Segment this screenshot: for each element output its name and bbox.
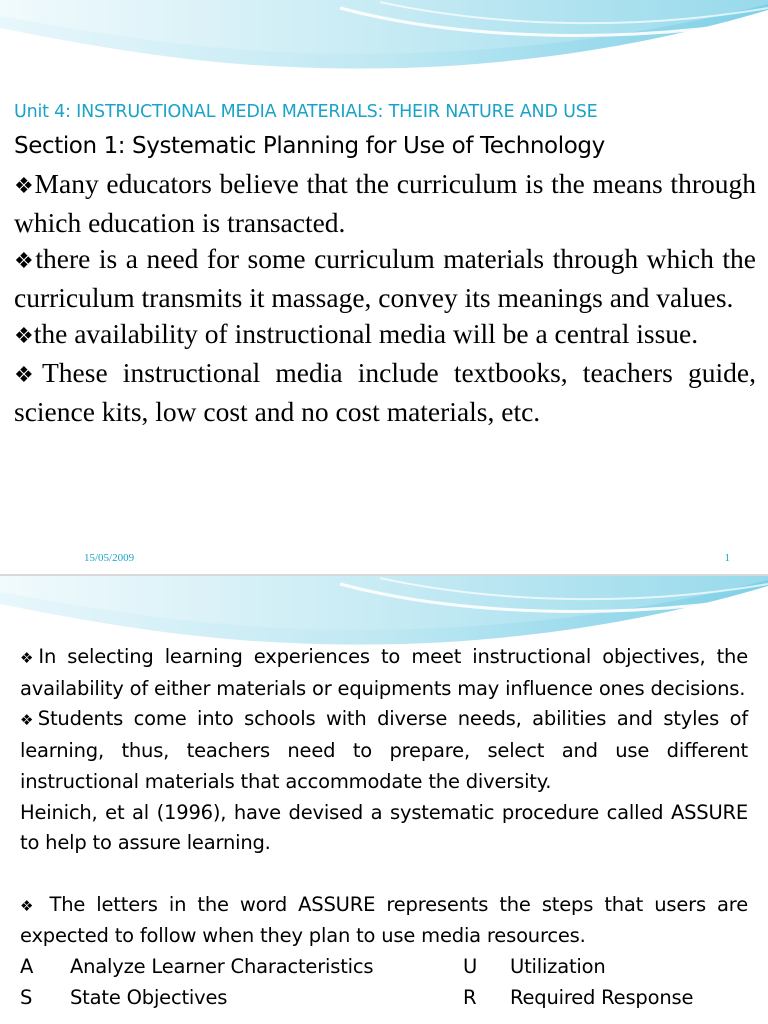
slide-2	[0, 576, 768, 1024]
list-item: ❖Students come into schools with diverse needs, abilities and styles of learning, thus, teachers need to prepare, select and use different instructional materials that accommodate the diversity.	[20, 707, 749, 793]
page-number: 1	[724, 552, 730, 564]
diamond-bullet-icon: ❖	[14, 174, 35, 199]
diamond-bullet-icon: ❖	[20, 711, 38, 730]
content-body	[20, 642, 748, 1013]
assure-letter: U	[463, 955, 478, 979]
section-heading: Section 1: Systematic Planning for Use of Technology	[14, 133, 605, 159]
diamond-bullet-icon: ❖	[14, 249, 36, 274]
wave-header-decoration	[0, 0, 768, 84]
assure-row	[20, 952, 748, 983]
assure-step: Required Response	[510, 985, 694, 1009]
assure-letter: S	[20, 985, 33, 1009]
list-item: ❖Many educators believe that the curriculum is the means through which education is transacted.	[14, 168, 756, 238]
slide-title: Unit 4: INSTRUCTIONAL MEDIA MATERIALS: THEIR NATURE AND USE	[14, 102, 598, 122]
diamond-bullet-icon: ❖	[20, 896, 39, 915]
list-item: ❖the availability of instructional media will be a central issue.	[14, 318, 699, 349]
list-item: ❖These instructional media include textbooks, teachers guide, science kits, low cost and no cost materials, etc.	[14, 357, 756, 427]
assure-step: Utilization	[510, 955, 606, 979]
assure-step: Analyze Learner Characteristics	[70, 955, 374, 979]
bullet-list	[14, 166, 756, 430]
diamond-bullet-icon: ❖	[20, 649, 39, 667]
paragraph: Heinich, et al (1996), have devised a systematic procedure called ASSURE to help to assure learning.	[20, 800, 748, 855]
assure-letter: R	[463, 985, 477, 1009]
list-item: ❖In selecting learning experiences to meet instructional objectives, the availability of either materials or equipments may influence ones decisions.	[20, 645, 748, 700]
diamond-bullet-icon: ❖	[14, 324, 34, 349]
assure-row	[20, 983, 748, 1014]
footer-date: 15/05/2009	[84, 552, 135, 564]
list-item: ❖there is a need for some curriculum materials through which the curriculum transmits it massage, convey its meanings and values.	[14, 243, 756, 313]
assure-letter: A	[20, 955, 34, 979]
diamond-bullet-icon: ❖	[14, 363, 42, 388]
assure-step: State Objectives	[70, 985, 228, 1009]
list-item: ❖ The letters in the word ASSURE represents the steps that users are expected to follow when they plan to use media resources.	[20, 892, 748, 948]
